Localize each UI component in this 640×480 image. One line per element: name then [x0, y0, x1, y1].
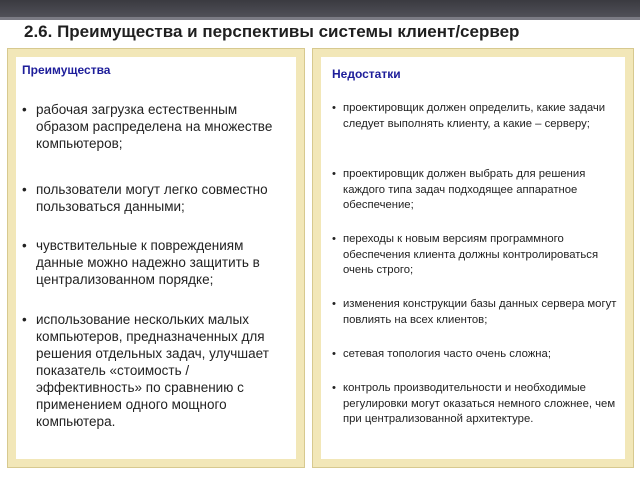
- disadvantage-item-text: сетевая топология часто очень сложна;: [343, 348, 551, 360]
- slide-title: 2.6. Преимущества и перспективы системы клиент/сервер: [24, 22, 520, 41]
- advantage-item: [22, 181, 290, 215]
- bullet-icon: •: [22, 238, 27, 253]
- bullet-icon: •: [332, 233, 336, 245]
- title-band: [0, 0, 640, 20]
- disadvantage-item-text: проектировщик должен выбрать для решения каждого типа задач подходящее аппаратное обеспечение;: [343, 168, 586, 211]
- disadvantages-list: [332, 101, 617, 459]
- advantages-panel-body: [16, 57, 296, 459]
- disadvantage-item: [332, 347, 617, 363]
- advantage-item-text: рабочая загрузка естественным образом распределена на множестве компьютеров;: [36, 102, 273, 151]
- advantages-heading: Преимущества: [22, 63, 111, 77]
- disadvantage-item: [332, 381, 617, 428]
- advantage-item-text: чувствительные к повреждениям данные можно надежно защитить в централизованном порядке;: [36, 238, 260, 287]
- disadvantage-item: [332, 297, 617, 328]
- disadvantages-panel-body: [321, 57, 625, 459]
- bullet-icon: •: [332, 298, 336, 310]
- advantage-item: [22, 237, 290, 288]
- disadvantages-panel: [312, 48, 634, 468]
- bullet-icon: •: [332, 382, 336, 394]
- bullet-icon: •: [22, 312, 27, 327]
- disadvantages-heading: Недостатки: [332, 67, 401, 81]
- disadvantage-item-text: изменения конструкции базы данных сервера могут повлиять на всех клиентов;: [343, 298, 617, 326]
- advantages-panel: [7, 48, 305, 468]
- advantage-item: [22, 101, 290, 152]
- advantages-list: [22, 101, 290, 459]
- disadvantage-item: [332, 167, 617, 214]
- bullet-icon: •: [22, 182, 27, 197]
- bullet-icon: •: [332, 348, 336, 360]
- advantage-item-text: использование нескольких малых компьютеров, предназначенных для решения отдельных задач, улучшает показатель «стоимость / эффективность» по сравнению с применением одного мощного компьютера.: [36, 312, 269, 429]
- disadvantage-item: [332, 232, 617, 279]
- disadvantage-item-text: переходы к новым версиям программного обеспечения клиента должны контролироваться очень строго;: [343, 233, 599, 276]
- title-band-stripe: [0, 17, 640, 20]
- advantage-item-text: пользователи могут легко совместно пользоваться данными;: [36, 182, 268, 214]
- bullet-icon: •: [22, 102, 27, 117]
- advantage-item: [22, 311, 290, 430]
- disadvantage-item: [332, 101, 617, 132]
- disadvantage-item-text: контроль производительности и необходимые регулировки могут оказаться немного сложнее, чем при централизованной архитектуре.: [343, 382, 616, 425]
- bullet-icon: •: [332, 168, 336, 180]
- bullet-icon: •: [332, 102, 336, 114]
- disadvantage-item-text: проектировщик должен определить, какие задачи следует выполнять клиенту, а какие – серверу;: [343, 102, 606, 130]
